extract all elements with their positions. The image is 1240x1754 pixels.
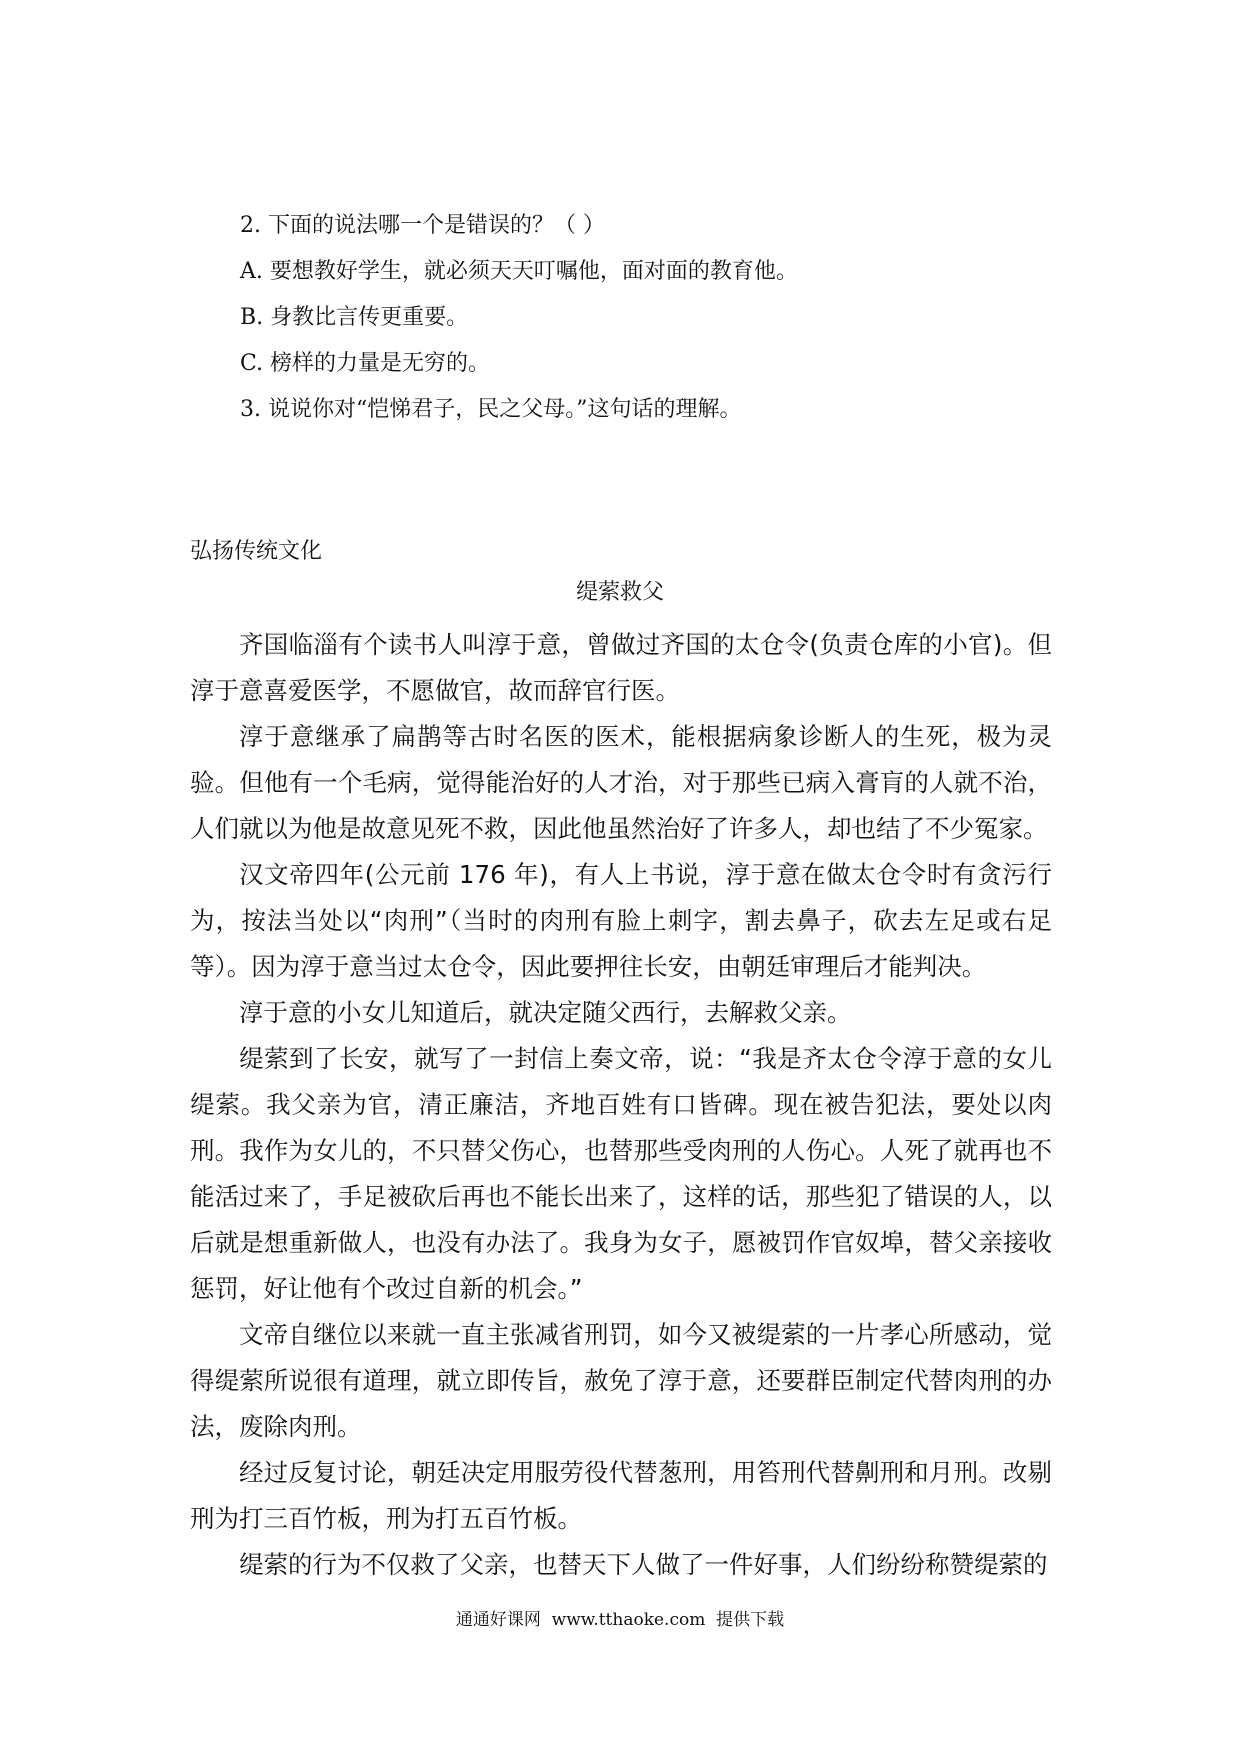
story-paragraph: 文帝自继位以来就一直主张减省刑罚，如今又被缇萦的一片孝心所感动，觉得缇萦所说很有道理，就立即传旨，赦免了淳于意，还要群臣制定代替肉刑的办法，废除肉刑。 [190, 1320, 1052, 1441]
question-2-option-a: A. 要想教好学生，就必须天天叮嘱他，面对面的教育他。 [240, 259, 798, 284]
section-heading: 弘扬传统文化 [190, 539, 323, 564]
question-3: 3. 说说你对“恺悌君子，民之父母。”这句话的理解。 [240, 397, 742, 422]
story-paragraph: 经过反复讨论，朝廷决定用服劳役代替葱刑，用笞刑代替劓刑和月刑。改剔刑为打三百竹板，刑为打五百竹板。 [190, 1458, 1052, 1533]
story-paragraph: 汉文帝四年(公元前 176 年)，有人上书说，淳于意在做太仓令时有贪污行为，按法当处以“肉刑”（当时的肉刑有脸上刺字，割去鼻子，砍去左足或右足等）。因为淳于意当过太仓令，因此要押往长安，由朝廷审理后才能判决。 [190, 860, 1052, 981]
story-paragraph: 缇萦的行为不仅救了父亲，也替天下人做了一件好事，人们纷纷称赞缇萦的 [239, 1550, 1048, 1579]
question-2: 2. 下面的说法哪一个是错误的？（ ） [240, 213, 605, 238]
story-title: 缇萦救父 [575, 580, 664, 605]
story-paragraph: 齐国临淄有个读书人叫淳于意，曾做过齐国的太仓令(负责仓库的小官)。但淳于意喜爱医学，不愿做官，故而辞官行医。 [190, 630, 1052, 705]
question-2-option-c: C. 榜样的力量是无穷的。 [240, 351, 491, 376]
story-body [190, 622, 1052, 1588]
question-2-option-b: B. 身教比言传更重要。 [240, 305, 469, 330]
story-paragraph: 缇萦到了长安，就写了一封信上奏文帝，说：“我是齐太仓令淳于意的女儿缇萦。我父亲为官，清正廉洁，齐地百姓有口皆碑。现在被告犯法，要处以肉刑。我作为女儿的，不只替父伤心，也替那些受肉刑的人伤心。人死了就再也不能活过来了，手足被砍后再也不能长出来了，这样的话，那些犯了错误的人，以后就是想重新做人，也没有办法了。我身为女子，愿被罚作官奴埠，替父亲接收惩罚，好让他有个改过自新的机会。” [190, 1044, 1052, 1303]
page-footer: 通通好课网 www.tthaoke.com 提供下载 [455, 1610, 785, 1630]
story-paragraph: 淳于意继承了扁鹊等古时名医的医术，能根据病象诊断人的生死，极为灵验。但他有一个毛病，觉得能治好的人才治，对于那些已病入膏肓的人就不治，人们就以为他是故意见死不救，因此他虽然治好了许多人，却也结了不少冤家。 [190, 722, 1052, 843]
story-paragraph: 淳于意的小女儿知道后，就决定随父西行，去解救父亲。 [239, 998, 852, 1027]
